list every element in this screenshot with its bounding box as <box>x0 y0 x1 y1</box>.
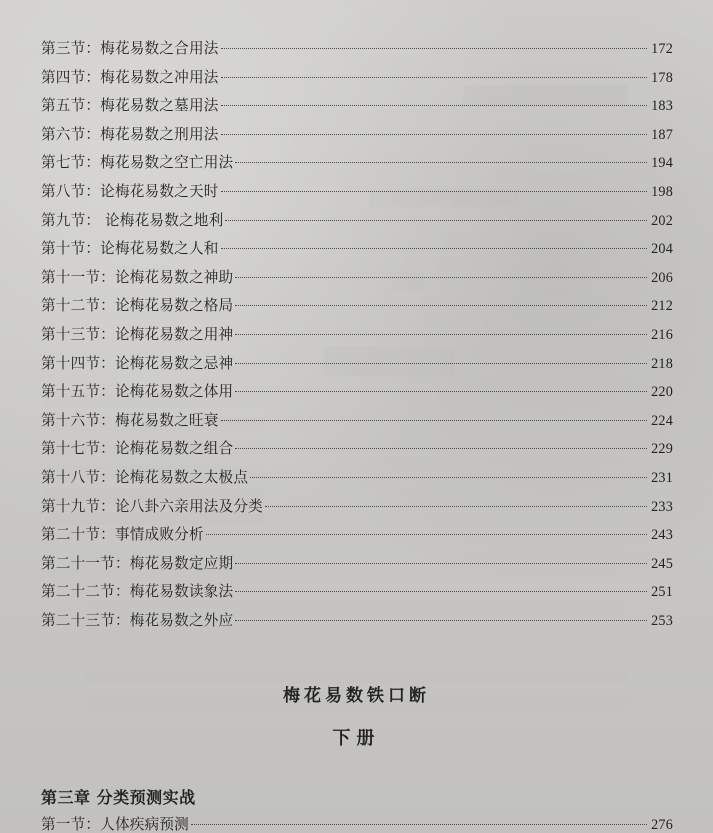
toc-label: 第五节：梅花易数之墓用法 <box>41 97 219 115</box>
toc-label: 第十四节：论梅花易数之忌神 <box>41 354 234 372</box>
toc-leader-dots <box>235 591 647 592</box>
toc-label: 第十六节：梅花易数之旺衰 <box>41 411 219 429</box>
toc-leader-dots <box>235 363 647 364</box>
table-of-contents <box>41 37 673 637</box>
toc-entry <box>41 323 673 352</box>
toc-page-number: 245 <box>651 555 673 572</box>
toc-page-number: 172 <box>651 41 673 57</box>
toc-page-number: 220 <box>651 384 673 401</box>
toc-page-number: 251 <box>651 584 673 601</box>
toc-leader-dots <box>191 824 647 825</box>
toc-entry <box>41 209 673 238</box>
toc-page-number: 212 <box>651 298 673 315</box>
toc-entry <box>41 552 673 581</box>
toc-leader-dots <box>221 77 648 78</box>
toc-label: 第十一节：论梅花易数之神助 <box>41 268 234 286</box>
toc-label: 第十九节：论八卦六亲用法及分类 <box>41 497 263 515</box>
toc-page-number: 231 <box>651 469 673 486</box>
toc-label: 第六节：梅花易数之刑用法 <box>41 125 219 143</box>
toc-page-number: 276 <box>651 817 673 833</box>
toc-entry <box>41 409 673 438</box>
toc-entry <box>41 523 673 552</box>
toc-entry <box>41 380 673 409</box>
toc-leader-dots <box>235 162 647 163</box>
toc-leader-dots <box>221 248 648 249</box>
toc-page-number: 229 <box>651 441 673 458</box>
toc-label: 第一节：人体疾病预测 <box>41 816 189 833</box>
toc-page-number: 206 <box>651 269 673 286</box>
toc-page-number: 216 <box>651 326 673 343</box>
toc-label: 第四节：梅花易数之冲用法 <box>41 68 219 86</box>
toc-leader-dots <box>221 48 648 49</box>
toc-page-number: 183 <box>651 98 673 115</box>
toc-entry <box>41 266 673 295</box>
toc-leader-dots <box>235 277 647 278</box>
toc-leader-dots <box>235 563 647 564</box>
toc-leader-dots <box>235 448 647 449</box>
toc-entry <box>41 151 673 180</box>
toc-leader-dots <box>221 105 648 106</box>
toc-leader-dots <box>221 191 648 192</box>
toc-entry <box>41 94 673 123</box>
toc-entry <box>41 123 673 152</box>
toc-page-number: 204 <box>651 241 673 258</box>
toc-leader-dots <box>221 134 648 135</box>
toc-entry <box>41 180 673 209</box>
toc-label: 第八节：论梅花易数之天时 <box>41 182 219 200</box>
toc-label: 第七节：梅花易数之空亡用法 <box>41 154 234 172</box>
toc-leader-dots <box>206 534 647 535</box>
chapter-heading: 第三章 分类预测实战 <box>41 788 196 807</box>
toc-leader-dots <box>235 391 647 392</box>
toc-leader-dots <box>235 620 647 621</box>
toc-page-number: 187 <box>651 126 673 143</box>
toc-page-number: 233 <box>651 498 673 515</box>
toc-entry <box>41 813 673 833</box>
toc-entry <box>41 609 673 638</box>
toc-entry <box>41 294 673 323</box>
toc-entry <box>41 466 673 495</box>
toc-leader-dots <box>235 334 647 335</box>
toc-page-number: 194 <box>651 155 673 172</box>
toc-label: 第九节： 论梅花易数之地利 <box>41 211 224 229</box>
toc-page-number: 178 <box>651 69 673 86</box>
toc-label: 第十三节：论梅花易数之用神 <box>41 325 234 343</box>
toc-page-number: 253 <box>651 612 673 629</box>
toc-label: 第二十节：事情成败分析 <box>41 526 204 544</box>
toc-leader-dots <box>265 506 647 507</box>
toc-leader-dots <box>221 420 648 421</box>
toc-entry <box>41 237 673 266</box>
toc-label: 第三节：梅花易数之合用法 <box>41 40 219 57</box>
toc-entry <box>41 437 673 466</box>
toc-page-number: 202 <box>651 212 673 229</box>
toc-label: 第十节：论梅花易数之人和 <box>41 240 219 258</box>
toc-label: 第十七节：论梅花易数之组合 <box>41 440 234 458</box>
toc-entry <box>41 352 673 381</box>
toc-label: 第十五节：论梅花易数之体用 <box>41 383 234 401</box>
toc-page-number: 218 <box>651 355 673 372</box>
toc-leader-dots <box>250 477 647 478</box>
toc-label: 第十八节：论梅花易数之太极点 <box>41 468 249 486</box>
toc-page-number: 243 <box>651 527 673 544</box>
toc-entry <box>41 66 673 95</box>
book-title: 梅花易数铁口断 <box>283 686 430 706</box>
toc-label: 第二十二节：梅花易数读象法 <box>41 583 234 601</box>
toc-label: 第十二节：论梅花易数之格局 <box>41 297 234 315</box>
toc-entry <box>41 580 673 609</box>
volume-title: 下册 <box>332 728 381 749</box>
toc-entry <box>41 495 673 524</box>
toc-label: 第二十一节：梅花易数定应期 <box>41 554 234 572</box>
toc-leader-dots <box>235 305 647 306</box>
toc-page-number: 224 <box>651 412 673 429</box>
toc-leader-dots <box>225 220 647 221</box>
toc-entry <box>41 37 673 66</box>
toc-page-number: 198 <box>651 183 673 200</box>
toc-label: 第二十三节：梅花易数之外应 <box>41 611 234 629</box>
